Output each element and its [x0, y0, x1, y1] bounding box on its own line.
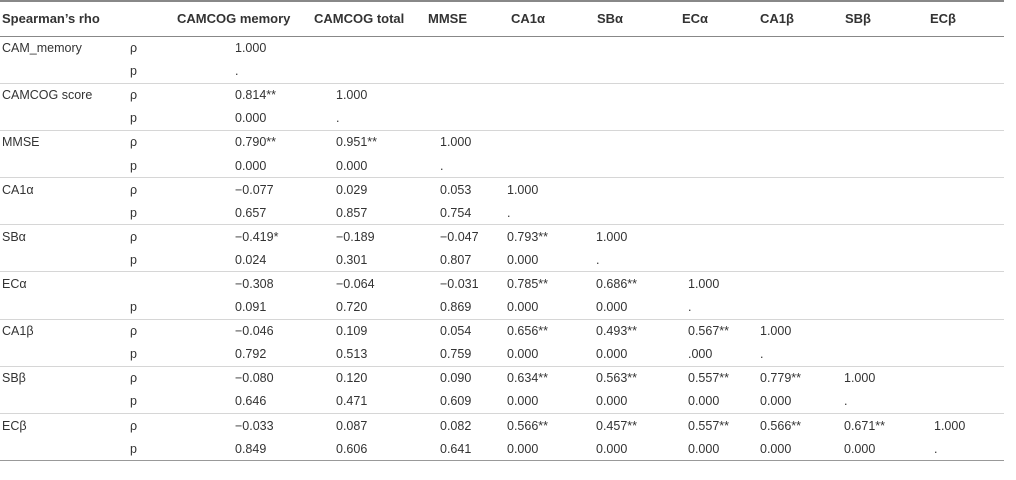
- statistic-symbol: p: [128, 437, 173, 461]
- table-cell: [507, 154, 593, 178]
- table-cell: [756, 107, 841, 131]
- table-cell: 0.567**: [678, 319, 756, 343]
- row-label: SBβ: [0, 366, 128, 390]
- table-cell: [926, 390, 1004, 414]
- table-row: [0, 366, 1004, 390]
- table-cell: 0.000: [756, 437, 841, 461]
- table-cell: [593, 36, 678, 60]
- table-cell: [424, 83, 507, 107]
- table-cell: [841, 248, 926, 272]
- table-cell: 1.000: [678, 272, 756, 296]
- table-cell: [841, 130, 926, 154]
- table-cell: 0.686**: [593, 272, 678, 296]
- column-header-eca: ECα: [678, 1, 756, 36]
- column-header-mmse: MMSE: [424, 1, 507, 36]
- statistic-symbol: ρ: [128, 319, 173, 343]
- table-cell: [756, 154, 841, 178]
- table-cell: [424, 36, 507, 60]
- table-cell: [841, 107, 926, 131]
- table-cell: 0.493**: [593, 319, 678, 343]
- table-cell: [756, 36, 841, 60]
- table-cell: [678, 154, 756, 178]
- table-cell: .: [336, 111, 340, 126]
- column-header-camt: CAMCOG total: [310, 1, 424, 36]
- table-row: [0, 414, 1004, 438]
- table-cell: 0.090: [424, 366, 507, 390]
- table-cell: .: [844, 394, 848, 409]
- table-row: [0, 130, 1004, 154]
- table-cell: [678, 248, 756, 272]
- column-header-sba: SBα: [593, 1, 678, 36]
- table-row: [0, 60, 1004, 84]
- statistic-symbol: p: [130, 111, 137, 126]
- statistic-symbol: p: [130, 252, 137, 267]
- row-label: [0, 60, 128, 84]
- table-cell: 0.109: [310, 319, 424, 343]
- table-cell: [756, 296, 841, 320]
- table-cell: 0.566**: [507, 414, 593, 438]
- table-cell: [756, 178, 841, 202]
- table-row: [0, 390, 1004, 414]
- table-cell: [756, 130, 841, 154]
- table-row: [0, 343, 1004, 367]
- table-cell: [678, 130, 756, 154]
- table-cell: [841, 296, 926, 320]
- table-cell: 0.869: [440, 300, 472, 315]
- table-cell: [678, 225, 756, 249]
- table-cell: 0.091: [235, 300, 267, 315]
- row-label: [0, 154, 128, 178]
- table-cell: −0.047: [424, 225, 507, 249]
- table-cell: [926, 366, 1004, 390]
- row-label: [0, 343, 128, 367]
- table-row: [0, 248, 1004, 272]
- table-row: [0, 225, 1004, 249]
- table-cell: 0.000: [507, 394, 539, 409]
- statistic-symbol: p: [130, 347, 137, 362]
- table-cell: [678, 83, 756, 107]
- table-cell: 0.759: [440, 347, 472, 362]
- row-label: [0, 437, 128, 461]
- table-cell: 1.000: [235, 41, 267, 56]
- table-row: [0, 178, 1004, 202]
- table-cell: [841, 60, 926, 84]
- row-label: CAMCOG score: [0, 83, 128, 107]
- table-cell: 0.120: [310, 366, 424, 390]
- table-row: [0, 437, 1004, 461]
- table-cell: [841, 154, 926, 178]
- row-label: [0, 390, 128, 414]
- row-label: CAM_memory: [2, 41, 82, 56]
- table-cell: [756, 201, 841, 225]
- table-cell: −0.033: [173, 414, 310, 438]
- table-cell: [593, 154, 678, 178]
- table-cell: 0.606: [310, 437, 424, 461]
- table-cell: [310, 60, 424, 84]
- table-cell: [841, 36, 926, 60]
- table-cell: .: [507, 205, 511, 220]
- table-cell: [507, 36, 593, 60]
- table-cell: 0.566**: [756, 414, 841, 438]
- table-cell: 0.000: [596, 347, 628, 362]
- statistic-symbol: [128, 272, 173, 296]
- table-cell: 0.557**: [678, 366, 756, 390]
- table-row: [0, 154, 1004, 178]
- table-cell: 0.000: [596, 300, 628, 315]
- table-cell: [593, 201, 678, 225]
- table-cell: [756, 83, 841, 107]
- table-cell: [756, 225, 841, 249]
- table-cell: 1.000: [841, 366, 926, 390]
- table-cell: −0.189: [310, 225, 424, 249]
- table-cell: −0.046: [173, 319, 310, 343]
- table-cell: 0.054: [424, 319, 507, 343]
- row-label: [0, 248, 128, 272]
- table-cell: 0.641: [424, 437, 507, 461]
- statistic-symbol: p: [130, 394, 137, 409]
- row-label: [0, 201, 128, 225]
- table-cell: .: [688, 300, 692, 315]
- table-cell: [841, 178, 926, 202]
- table-cell: [678, 107, 756, 131]
- statistic-symbol: p: [130, 64, 137, 79]
- row-label: [0, 296, 128, 320]
- statistic-symbol: p: [130, 300, 137, 315]
- row-label: MMSE: [0, 130, 128, 154]
- table-cell: [926, 225, 1004, 249]
- table-cell: 0.000: [841, 437, 926, 461]
- table-cell: [926, 248, 1004, 272]
- table-cell: 1.000: [593, 225, 678, 249]
- table-cell: [926, 83, 1004, 107]
- table-cell: 0.024: [235, 252, 267, 267]
- table-cell: [507, 60, 593, 84]
- table-cell: [678, 178, 756, 202]
- table-cell: 0.087: [310, 414, 424, 438]
- table-cell: [310, 36, 424, 60]
- statistic-symbol: p: [130, 158, 137, 173]
- table-cell: [841, 201, 926, 225]
- table-cell: [841, 319, 926, 343]
- table-cell: [593, 130, 678, 154]
- table-cell: .: [926, 437, 1004, 461]
- table-cell: [926, 154, 1004, 178]
- table-cell: [756, 272, 841, 296]
- table-cell: 0.000: [507, 252, 539, 267]
- table-body: [0, 36, 1004, 461]
- table-cell: .: [440, 158, 444, 173]
- statistic-symbol: ρ: [128, 414, 173, 438]
- table-cell: 0.657: [235, 205, 267, 220]
- table-cell: [424, 60, 507, 84]
- row-label: CA1β: [0, 319, 128, 343]
- row-label: ECβ: [0, 414, 128, 438]
- table-cell: [926, 272, 1004, 296]
- table-cell: 1.000: [424, 130, 507, 154]
- table-cell: 0.720: [336, 300, 368, 315]
- table-cell: 0.857: [336, 205, 368, 220]
- table-row: [0, 319, 1004, 343]
- column-header-sbb: SBβ: [841, 1, 926, 36]
- header-row: [0, 1, 1004, 36]
- table-cell: [678, 36, 756, 60]
- table-cell: 0.000: [593, 437, 678, 461]
- table-cell: 0.000: [507, 300, 539, 315]
- table-cell: 0.609: [440, 394, 472, 409]
- statistic-symbol: ρ: [128, 225, 173, 249]
- column-header-label: Spearman’s rho: [0, 1, 128, 36]
- table-cell: 1.000: [756, 319, 841, 343]
- table-cell: 0.792: [235, 347, 267, 362]
- table-cell: [593, 60, 678, 84]
- table-cell: −0.031: [424, 272, 507, 296]
- table-cell: [926, 36, 1004, 60]
- table-cell: 0.000: [235, 111, 267, 126]
- table-cell: [926, 60, 1004, 84]
- table-cell: 0.849: [173, 437, 310, 461]
- statistic-symbol: ρ: [128, 130, 173, 154]
- table-cell: [926, 178, 1004, 202]
- table-cell: 0.082: [424, 414, 507, 438]
- statistic-symbol: ρ: [130, 41, 138, 56]
- table-cell: 0.785**: [507, 272, 593, 296]
- table-cell: [926, 201, 1004, 225]
- table-cell: 0.646: [235, 394, 267, 409]
- table-cell: −0.419*: [173, 225, 310, 249]
- column-header-ecb: ECβ: [926, 1, 1004, 36]
- column-header-ca1b: CA1β: [756, 1, 841, 36]
- column-header-camm: CAMCOG memory: [173, 1, 310, 36]
- row-label: ECα: [0, 272, 128, 296]
- table-cell: [507, 130, 593, 154]
- table-cell: 1.000: [926, 414, 1004, 438]
- table-cell: 0.000: [688, 394, 720, 409]
- table-cell: 0.793**: [507, 225, 593, 249]
- table-cell: .: [596, 252, 600, 267]
- table-cell: [678, 201, 756, 225]
- table-cell: [593, 107, 678, 131]
- row-label: SBα: [0, 225, 128, 249]
- table-cell: [841, 225, 926, 249]
- table-cell: 0.814**: [173, 83, 310, 107]
- table-cell: −0.064: [310, 272, 424, 296]
- table-cell: [841, 83, 926, 107]
- table-cell: [593, 178, 678, 202]
- table-cell: 0.563**: [593, 366, 678, 390]
- table-cell: [756, 248, 841, 272]
- statistic-symbol: ρ: [128, 366, 173, 390]
- table-row: [0, 107, 1004, 131]
- table-cell: 0.029: [310, 178, 424, 202]
- table-cell: 0.951**: [310, 130, 424, 154]
- table-cell: 0.000: [507, 437, 593, 461]
- table-cell: 0.301: [336, 252, 368, 267]
- table-cell: 0.053: [424, 178, 507, 202]
- table-row: [0, 36, 1004, 60]
- table-cell: −0.080: [173, 366, 310, 390]
- table-cell: 0.000: [596, 394, 628, 409]
- table-cell: [926, 130, 1004, 154]
- table-cell: 0.656**: [507, 319, 593, 343]
- table-cell: 0.000: [336, 158, 368, 173]
- table-cell: [507, 107, 593, 131]
- table-cell: 0.513: [336, 347, 368, 362]
- table-cell: 0.634**: [507, 366, 593, 390]
- column-header-ca1a: CA1α: [507, 1, 593, 36]
- table-row: [0, 296, 1004, 320]
- table-cell: 1.000: [507, 178, 593, 202]
- table-cell: 0.557**: [678, 414, 756, 438]
- table-row: [0, 272, 1004, 296]
- table-cell: [841, 343, 926, 367]
- table-cell: [926, 296, 1004, 320]
- table-cell: 0.000: [507, 347, 539, 362]
- table-cell: 0.807: [440, 252, 472, 267]
- table-cell: [593, 83, 678, 107]
- table-header: [0, 1, 1004, 36]
- table-cell: [841, 272, 926, 296]
- table-cell: 0.457**: [593, 414, 678, 438]
- table-cell: 0.671**: [841, 414, 926, 438]
- statistic-symbol: ρ: [128, 83, 173, 107]
- table-cell: .000: [688, 347, 713, 362]
- table-cell: 0.000: [235, 158, 267, 173]
- table-cell: [507, 83, 593, 107]
- table-cell: [424, 107, 507, 131]
- table-cell: −0.308: [173, 272, 310, 296]
- table-cell: [678, 60, 756, 84]
- table-cell: [926, 319, 1004, 343]
- table-row: [0, 201, 1004, 225]
- table-cell: [926, 343, 1004, 367]
- row-label: [0, 107, 128, 131]
- table-cell: .: [235, 64, 239, 79]
- row-label: CA1α: [0, 178, 128, 202]
- table-cell: 0.471: [336, 394, 368, 409]
- table-cell: .: [760, 347, 764, 362]
- table-cell: 1.000: [310, 83, 424, 107]
- table-cell: 0.779**: [756, 366, 841, 390]
- table-cell: −0.077: [173, 178, 310, 202]
- table-cell: 0.790**: [173, 130, 310, 154]
- table-row: [0, 83, 1004, 107]
- statistic-symbol: p: [130, 205, 137, 220]
- table-cell: [926, 107, 1004, 131]
- table-cell: [756, 60, 841, 84]
- table-cell: 0.000: [678, 437, 756, 461]
- table-cell: 0.000: [760, 394, 792, 409]
- column-header-sym: [128, 1, 173, 36]
- statistic-symbol: ρ: [128, 178, 173, 202]
- table-cell: 0.754: [440, 205, 472, 220]
